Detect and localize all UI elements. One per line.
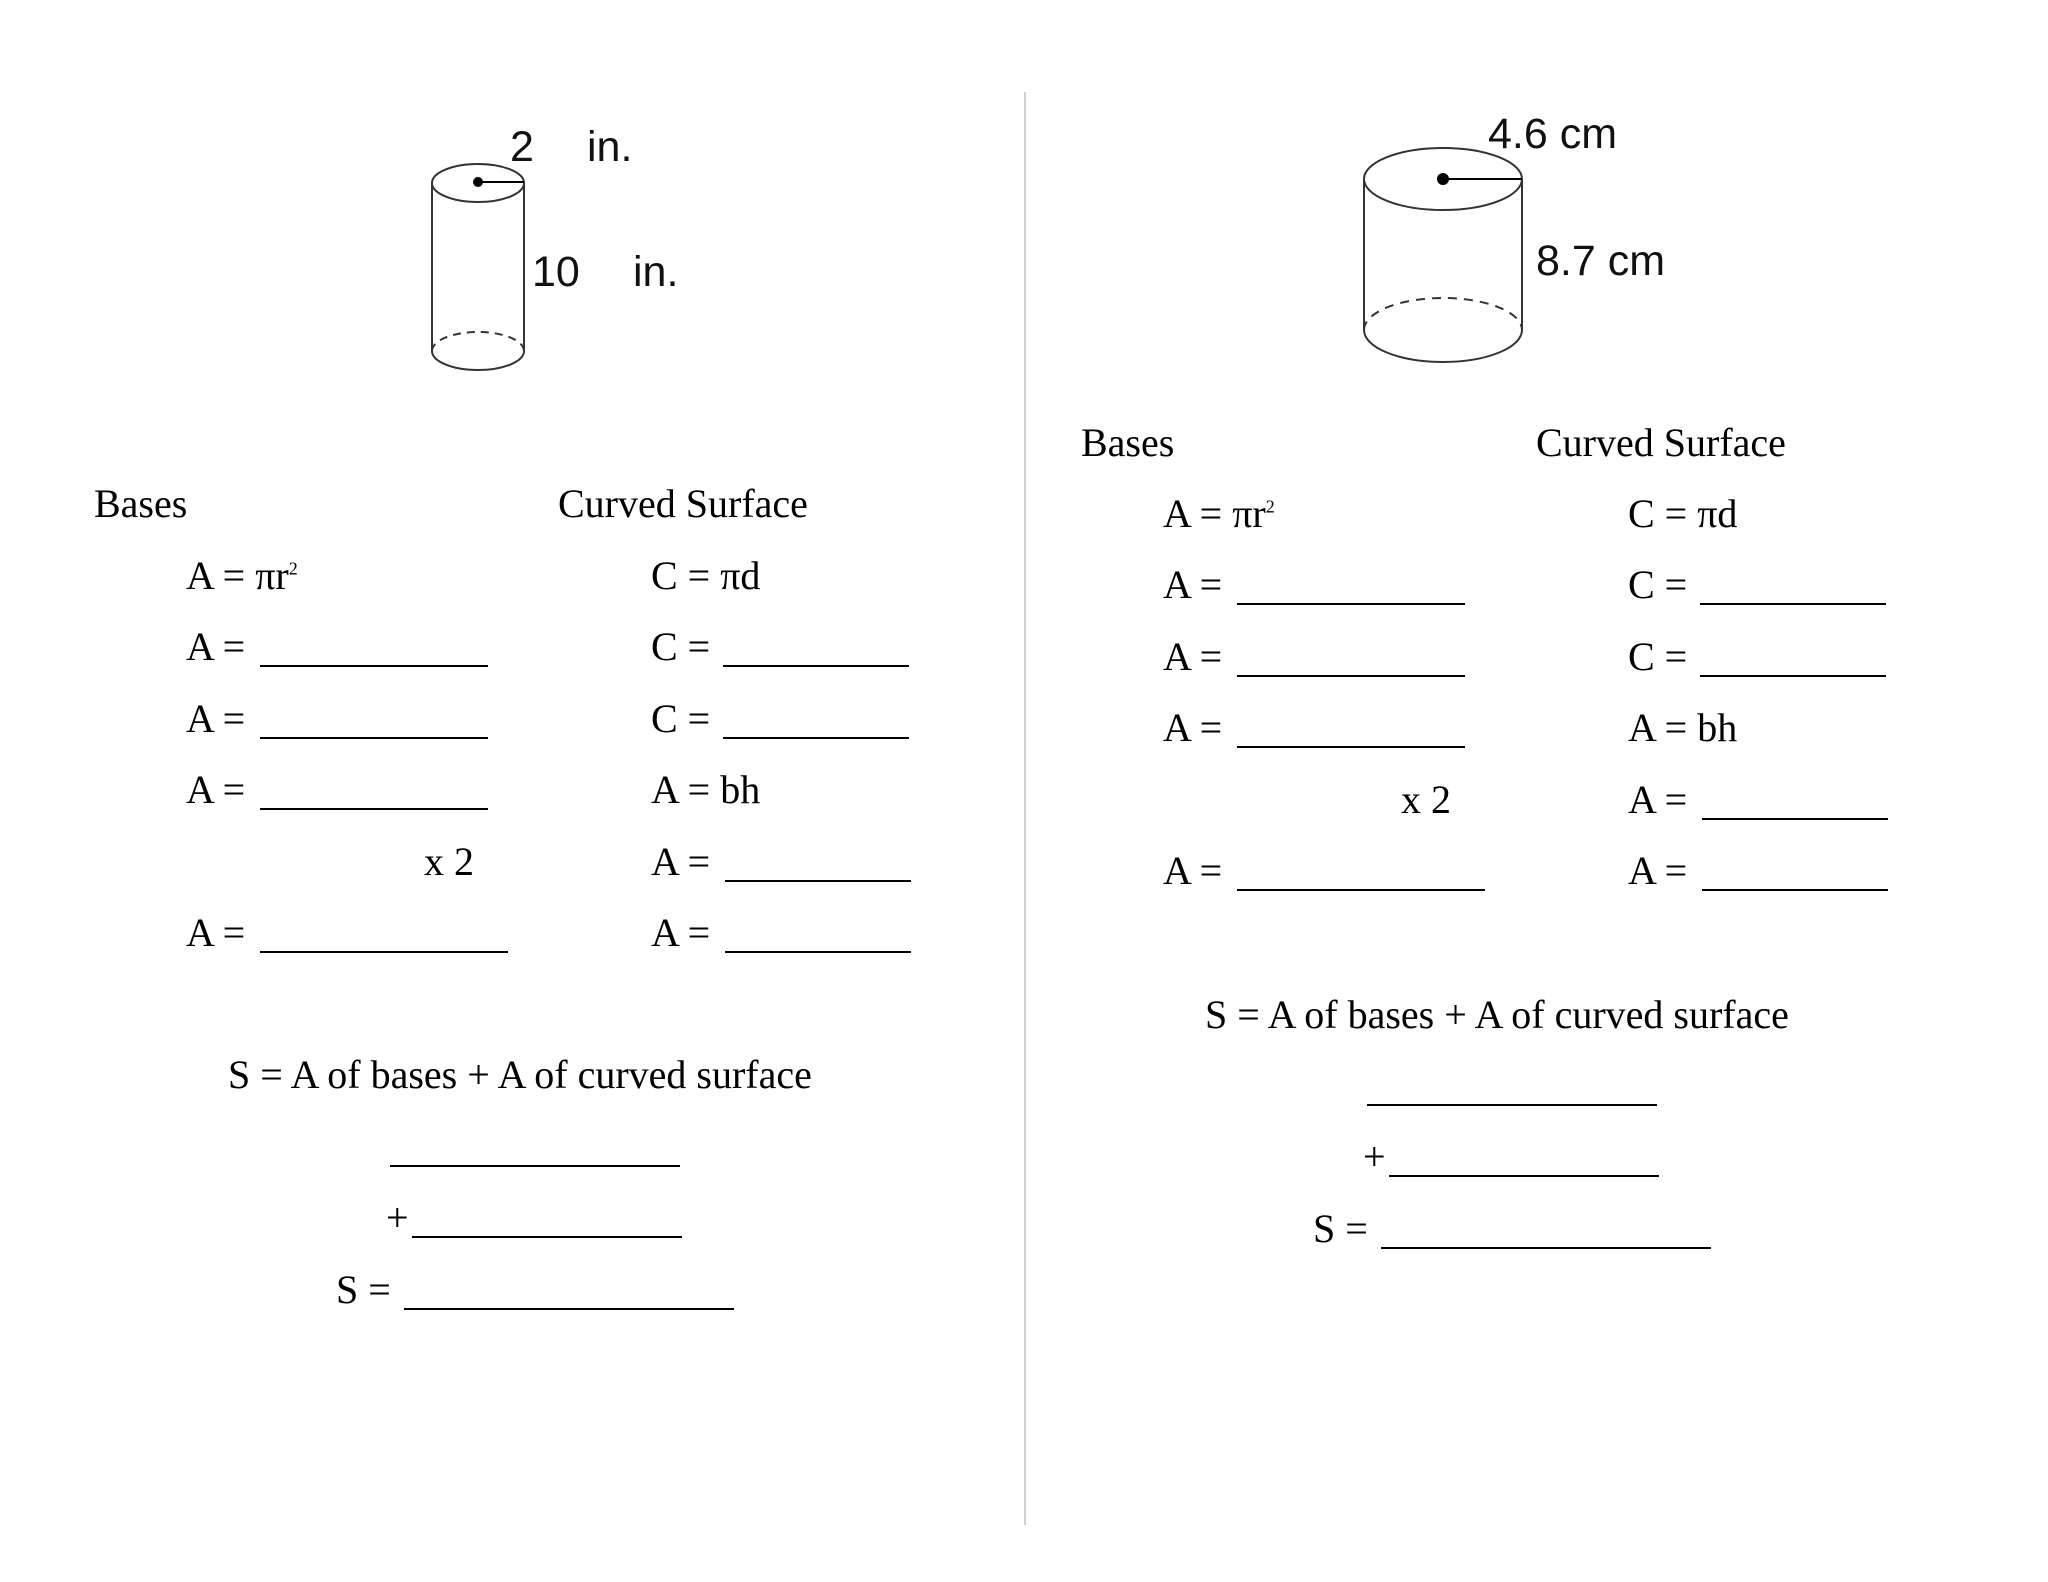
right-sum-result-label: S = [1313,1206,1368,1251]
left-bases-row-label: A = [186,624,246,669]
right-curved-answer-blank[interactable] [1700,675,1886,677]
right-sum-plus: + [1363,1134,1386,1179]
left-height-value: 10 [532,248,580,296]
left-bases-formula: $A = \pi r^2$ [186,553,298,598]
right-curved-row-label: A = [1628,848,1688,893]
right-curved-row-label: A = [1628,777,1688,822]
left-curved-formula: C = πd [651,553,761,598]
left-bases-row-label: A = [186,767,246,812]
right-sum-formula: S = A of bases + A of curved surface [1205,992,1789,1037]
left-sum-addend-blank[interactable] [412,1236,682,1238]
left-sum-formula: S = A of bases + A of curved surface [228,1052,812,1097]
right-bases-result-blank[interactable] [1237,889,1485,891]
left-curved-formula-area: A = bh [651,767,761,812]
right-bases-row-label: A = [1163,562,1223,607]
left-radius-value: 2 [510,123,534,171]
right-bases-answer-blank[interactable] [1237,675,1465,677]
left-radius-unit: in. [587,123,633,171]
right-radius-value: 4.6 cm [1488,110,1618,158]
left-curved-heading: Curved Surface [558,481,808,526]
left-curved-row-label: C = [651,624,711,669]
left-sum-result-label: S = [336,1267,391,1312]
right-curved-formula: C = πd [1628,491,1738,536]
right-curved-heading: Curved Surface [1536,420,1786,465]
left-curved-row-label: A = [651,910,711,955]
left-curved-row-label: A = [651,839,711,884]
left-curved-answer-blank[interactable] [723,665,909,667]
right-curved-formula-area: A = bh [1628,705,1738,750]
right-bases-heading: Bases [1081,420,1175,465]
left-bases-result-label: A = [186,910,246,955]
right-bases-answer-blank[interactable] [1237,746,1465,748]
left-curved-answer-blank[interactable] [725,951,911,953]
left-height-unit: in. [633,248,679,296]
right-height-value: 8.7 cm [1536,237,1666,285]
left-curved-answer-blank[interactable] [723,737,909,739]
left-sum-addend-blank[interactable] [390,1165,680,1167]
left-bases-answer-blank[interactable] [260,665,488,667]
right-times-two: x 2 [1401,777,1451,822]
right-curved-answer-blank[interactable] [1702,889,1888,891]
right-bases-answer-blank[interactable] [1237,603,1465,605]
right-sum-addend-blank[interactable] [1367,1104,1657,1106]
left-curved-answer-blank[interactable] [725,880,911,882]
right-curved-row-label: C = [1628,634,1688,679]
left-sum-plus: + [386,1195,409,1240]
right-bases-row-label: A = [1163,705,1223,750]
left-times-two: x 2 [424,839,474,884]
right-bases-result-label: A = [1163,848,1223,893]
right-curved-row-label: C = [1628,562,1688,607]
left-bases-result-blank[interactable] [260,951,508,953]
right-curved-answer-blank[interactable] [1702,818,1888,820]
right-sum-result-blank[interactable] [1381,1247,1711,1249]
right-bases-formula: $A = \pi r^2$ [1163,491,1275,536]
right-sum-addend-blank[interactable] [1389,1175,1659,1177]
right-bases-row-label: A = [1163,634,1223,679]
column-divider [1024,92,1026,1525]
right-curved-answer-blank[interactable] [1700,603,1886,605]
left-bases-row-label: A = [186,696,246,741]
left-bases-heading: Bases [94,481,188,526]
left-bases-answer-blank[interactable] [260,808,488,810]
left-sum-result-blank[interactable] [404,1308,734,1310]
left-bases-answer-blank[interactable] [260,737,488,739]
left-curved-row-label: C = [651,696,711,741]
